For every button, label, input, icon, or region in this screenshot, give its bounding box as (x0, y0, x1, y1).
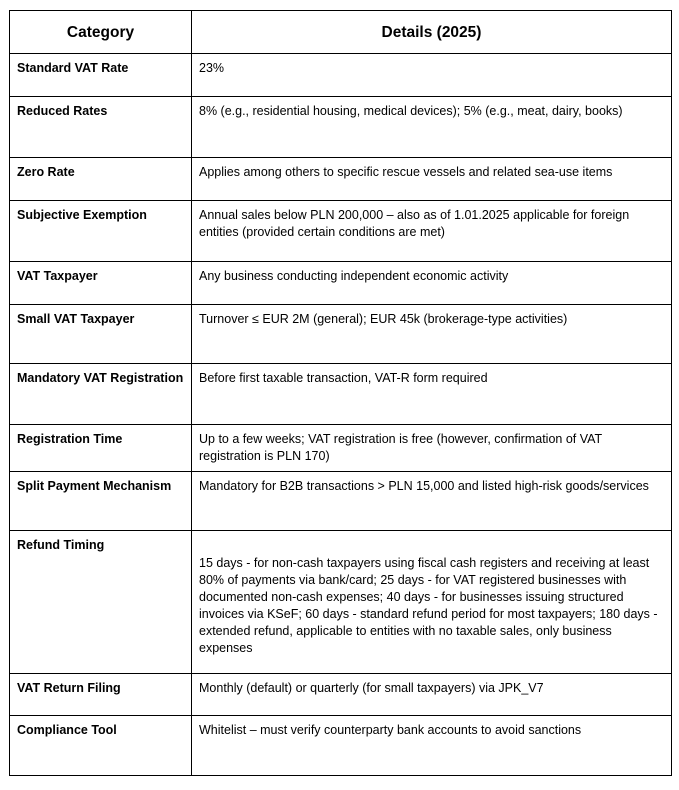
header-details: Details (2025) (192, 11, 672, 54)
table-row (10, 201, 672, 262)
details-cell: Annual sales below PLN 200,000 – also as of 1.01.2025 applicable for foreign entities (provided certain conditions are met) (192, 201, 672, 262)
table-row (10, 305, 672, 364)
details-cell: Applies among others to specific rescue vessels and related sea-use items (192, 158, 672, 201)
table-row (10, 54, 672, 97)
category-cell: Compliance Tool (10, 716, 192, 776)
details-cell: Whitelist – must verify counterparty bank accounts to avoid sanctions (192, 716, 672, 776)
details-cell: 15 days - for non-cash taxpayers using fiscal cash registers and receiving at least 80% of payments via bank/card; 25 days - for VAT registered businesses with documented non-cash expenses; 40 days - for businesses issuing structured invoices via KSeF; 60 days - standard refund period for most taxpayers; 180 days - extended refund, applicable to entities with no taxable sales, only business expenses (192, 531, 672, 674)
category-cell: Small VAT Taxpayer (10, 305, 192, 364)
table-header-row (10, 11, 672, 54)
table-row (10, 262, 672, 305)
table-row (10, 97, 672, 158)
table-row (10, 674, 672, 716)
header-category: Category (10, 11, 192, 54)
category-cell: Subjective Exemption (10, 201, 192, 262)
vat-summary-table (9, 10, 672, 776)
category-cell: Zero Rate (10, 158, 192, 201)
table-row (10, 531, 672, 674)
table-row (10, 158, 672, 201)
table-row (10, 716, 672, 776)
details-cell: Monthly (default) or quarterly (for small taxpayers) via JPK_V7 (192, 674, 672, 716)
details-cell: Before first taxable transaction, VAT-R form required (192, 364, 672, 425)
category-cell: Standard VAT Rate (10, 54, 192, 97)
details-cell: Turnover ≤ EUR 2M (general); EUR 45k (brokerage-type activities) (192, 305, 672, 364)
category-cell: Split Payment Mechanism (10, 472, 192, 531)
details-cell: 23% (192, 54, 672, 97)
category-cell: Reduced Rates (10, 97, 192, 158)
details-cell: Mandatory for B2B transactions > PLN 15,000 and listed high-risk goods/services (192, 472, 672, 531)
category-cell: Mandatory VAT Registration (10, 364, 192, 425)
table-row (10, 425, 672, 472)
details-cell: 8% (e.g., residential housing, medical devices); 5% (e.g., meat, dairy, books) (192, 97, 672, 158)
category-cell: Registration Time (10, 425, 192, 472)
category-cell: VAT Taxpayer (10, 262, 192, 305)
table-row (10, 364, 672, 425)
category-cell: Refund Timing (10, 531, 192, 674)
table-row (10, 472, 672, 531)
category-cell: VAT Return Filing (10, 674, 192, 716)
details-cell: Up to a few weeks; VAT registration is free (however, confirmation of VAT registration is PLN 170) (192, 425, 672, 472)
details-cell: Any business conducting independent economic activity (192, 262, 672, 305)
